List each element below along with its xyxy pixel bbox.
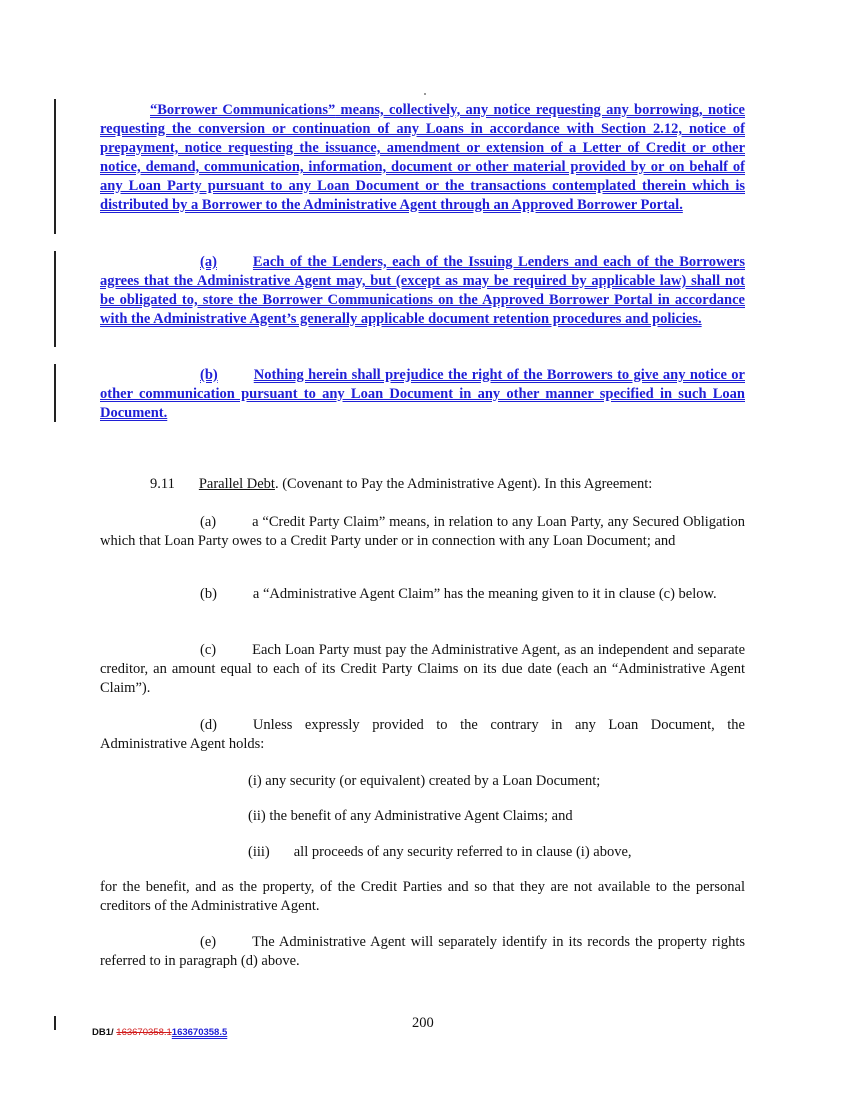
clause-e — [100, 933, 745, 971]
paragraph-inserted-b — [100, 366, 745, 423]
clause-c-text: Each Loan Party must pay the Administrative Agent, as an independent and separate creditor, an amount equal to each of its Credit Party Claims on its due date (each an “Administrative Agent Claim”). — [100, 642, 745, 696]
change-bar-3 — [54, 364, 56, 422]
document-id-prefix: DB1/ — [92, 1027, 117, 1038]
clause-d-iii-label: (iii) — [248, 844, 270, 860]
paragraph-borrower-communications — [100, 101, 745, 215]
clause-c-label: (c) — [200, 642, 217, 658]
page-mark-dot — [424, 93, 426, 95]
term-borrower-communications: “Borrower Communications” — [150, 102, 336, 118]
inserted-a-label: (a) — [200, 254, 217, 270]
paragraph-inserted-a — [100, 253, 745, 329]
clause-d-label: (d) — [200, 717, 217, 733]
inserted-b-label: (b) — [200, 367, 218, 383]
clause-d-iii-text: all proceeds of any security referred to in clause (i) above, — [293, 844, 632, 860]
change-bar-footer — [54, 1016, 56, 1030]
page-number: 200 — [412, 1015, 434, 1031]
clause-d-tail-text: for the benefit, and as the property, of the Credit Parties and so that they are not available to the personal creditors of the Administrative Agent. — [100, 879, 745, 914]
clause-d-tail — [100, 878, 745, 916]
clause-b-label: (b) — [200, 586, 217, 602]
document-id-deleted: 163670358.1 — [116, 1027, 172, 1038]
inserted-a-text: Each of the Lenders, each of the Issuing Lenders and each of the Borrowers agrees that the Administrative Agent may, but (except as may be required by applicable law) shall not be obligated to, store the Borrower Communications on the Approved Borrower Portal in accordance with the Administrative Agent’s generally applicable document retention procedures and policies. — [100, 254, 745, 327]
section-title: Parallel Debt — [198, 476, 275, 492]
definition-text: means, collectively, any notice requesting any borrowing, notice requesting the conversion or continuation of any Loans in accordance with Section 2.12, notice of prepayment, notice requesting the issuance, amendment or extension of a Letter of Credit or other notice, demand, communication, information, document or other material provided by or on behalf of any Loan Party pursuant to any Loan Document or the transactions contemplated therein which is distributed by a Borrower to the Administrative Agent through an Approved Borrower Portal. — [100, 102, 745, 213]
clause-e-label: (e) — [200, 934, 217, 950]
clause-a-label: (a) — [200, 514, 217, 530]
section-number: 9.11 — [150, 476, 175, 492]
clause-b — [100, 585, 745, 604]
document-id — [92, 1023, 227, 1042]
clause-d — [100, 716, 745, 754]
clause-c — [100, 641, 745, 698]
section-heading — [100, 475, 745, 494]
clause-d-ii: (ii) the benefit of any Administrative Agent Claims; and — [248, 808, 573, 824]
clause-a-text: a “Credit Party Claim” means, in relation to any Loan Party, any Secured Obligation which that Loan Party owes to a Credit Party under or in connection with any Loan Document; and — [100, 514, 745, 549]
document-id-inserted: 163670358.5 — [171, 1027, 228, 1038]
clause-d-i: (i) any security (or equivalent) created by a Loan Document; — [248, 773, 601, 789]
clause-a — [100, 513, 745, 551]
clause-d-text: Unless expressly provided to the contrary in any Loan Document, the Administrative Agent holds: — [100, 717, 745, 752]
clause-e-text: The Administrative Agent will separately identify in its records the property rights referred to in paragraph (d) above. — [100, 934, 745, 969]
change-bar-2 — [54, 251, 56, 347]
clause-d-iii — [248, 843, 632, 862]
inserted-b-text: Nothing herein shall prejudice the right of the Borrowers to give any notice or other communication pursuant to any Loan Document in any other manner specified in such Loan Document. — [100, 367, 745, 421]
section-intro: . (Covenant to Pay the Administrative Agent). In this Agreement: — [274, 476, 653, 492]
change-bar-1 — [54, 99, 56, 234]
clause-b-text: a “Administrative Agent Claim” has the meaning given to it in clause (c) below. — [252, 586, 717, 602]
